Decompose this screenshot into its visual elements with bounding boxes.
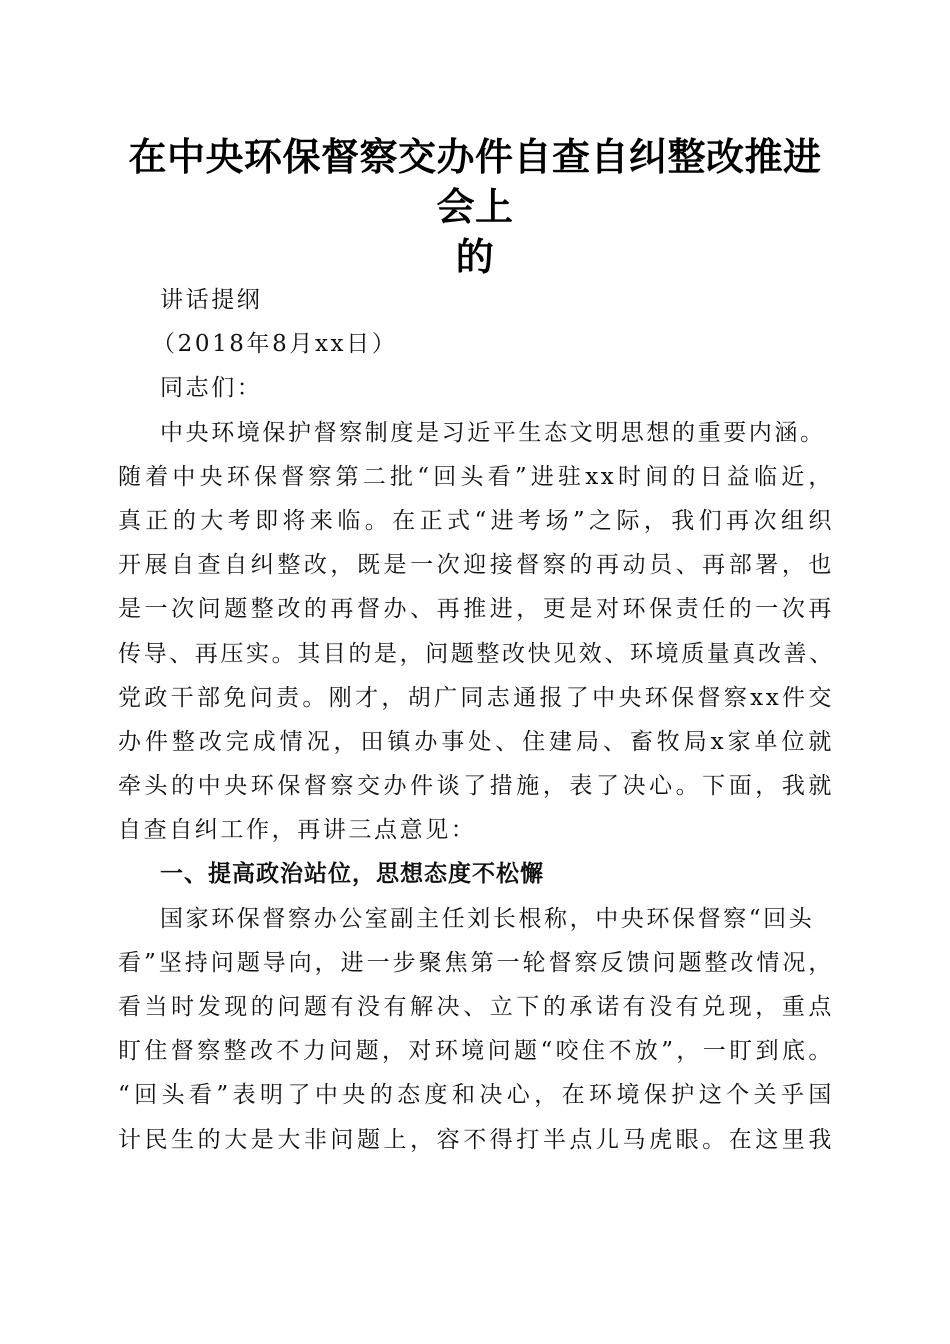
paragraph-line: 自查自纠工作，再讲三点意见： [118,817,477,844]
paragraph-1 [118,411,834,853]
paragraph-line: 看当时发现的问题有没有解决、立下的承诺有没有兑现，重点 [118,994,834,1020]
document-title [110,132,840,282]
paragraph-2 [118,897,834,1162]
title-line-1: 在中央环保督察交办件自查自纠整改推进会上 [128,134,822,229]
paragraph-line: 中央环境保护督察制度是习近平生态文明思想的重要内涵。 [160,419,826,446]
paragraph-line: 国家环保督察办公室副主任刘长根称，中央环保督察“回头 [160,905,815,932]
document-body [118,278,834,1162]
paragraph-line: 牵头的中央环保督察交办件谈了措施，表了决心。下面，我就 [118,773,834,800]
paragraph-line: 真正的大考即将来临。在正式“进考场”之际，我们再次组织 [118,507,834,534]
salutation: 同志们： [160,375,263,402]
section-heading: 一、提高政治站位，思想态度不松懈 [160,861,544,888]
paragraph-line: 办件整改完成情况，田镇办事处、住建局、畜牧局x家单位就 [118,728,834,755]
paragraph-line: 随着中央环保督察第二批“回头看”进驻xx时间的日益临近， [118,463,834,490]
paragraph-line: 开展自查自纠整改，既是一次迎接督察的再动员、再部署，也 [118,552,834,579]
paragraph-line: 传导、再压实。其目的是，问题整改快见效、环境质量真改善、 [118,640,835,667]
subtitle: 讲话提纲 [160,287,263,313]
paragraph-line: 党政干部免问责。刚才，胡广同志通报了中央环保督察xx件交 [118,684,834,711]
paragraph-line: “回头看”表明了中央的态度和决心，在环境保护这个关乎国 [118,1082,834,1109]
paragraph-line: 是一次问题整改的再督办、再推进，更是对环保责任的一次再 [118,596,834,623]
title-line-2: 的 [455,234,495,279]
paragraph-line: 盯住督察整改不力问题，对环境问题“咬住不放”，一盯到底。 [118,1038,834,1065]
paragraph-line: 看”坚持问题导向，进一步聚焦第一轮督察反馈问题整改情况， [118,949,834,976]
paragraph-line: 计民生的大是大非问题上，容不得打半点儿马虎眼。在这里我 [118,1126,834,1153]
date-line: （2018年8月xx日） [152,331,398,358]
